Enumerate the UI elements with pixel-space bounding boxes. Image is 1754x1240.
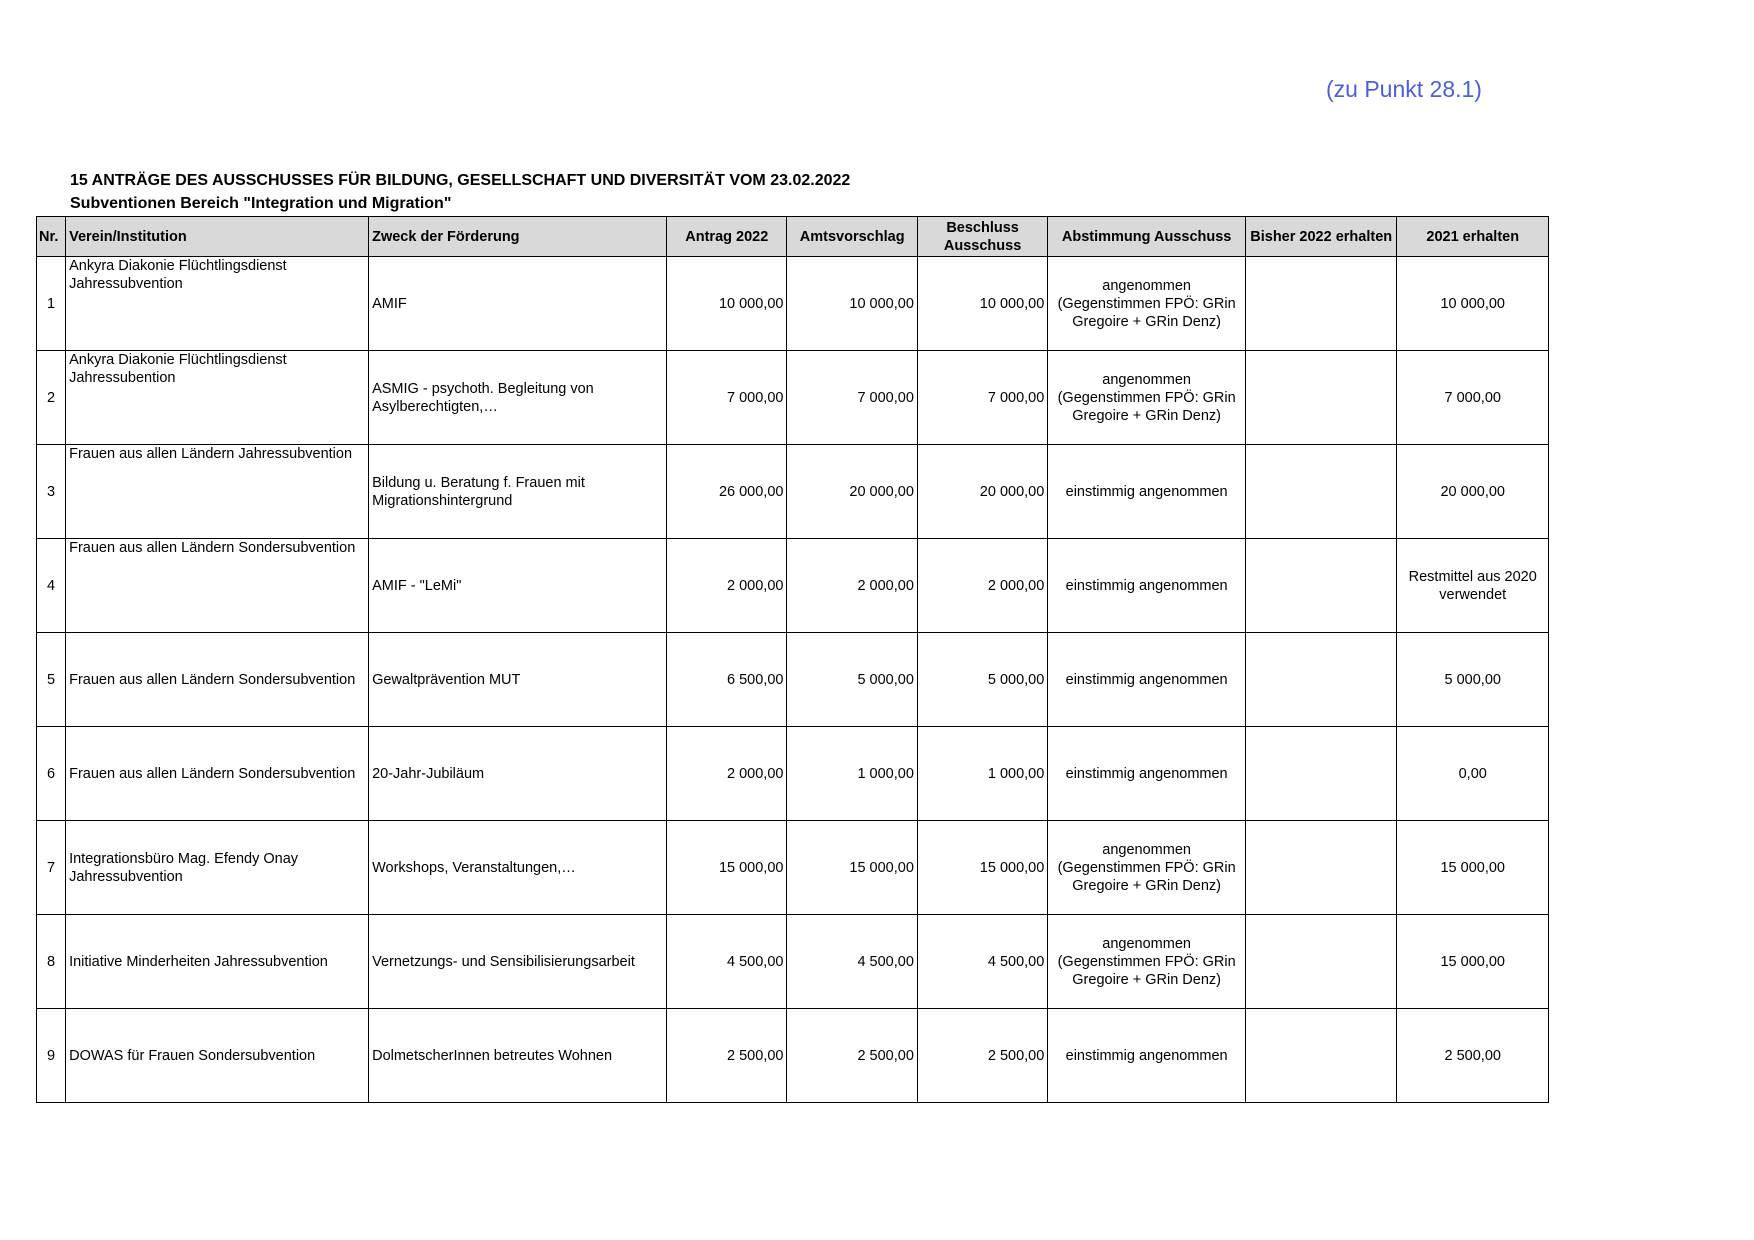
cell-nr: 7: [37, 821, 66, 915]
cell-received-2021: 15 000,00: [1397, 915, 1549, 1009]
cell-proposal: 1 000,00: [787, 727, 917, 821]
cell-institution: Frauen aus allen Ländern Sondersubvention: [66, 633, 369, 727]
table-row: [37, 821, 1549, 915]
cell-decision: 20 000,00: [917, 445, 1047, 539]
cell-decision: 7 000,00: [917, 351, 1047, 445]
table-row: [37, 727, 1549, 821]
cell-institution: DOWAS für Frauen Sondersubvention: [66, 1009, 369, 1103]
cell-purpose: DolmetscherInnen betreutes Wohnen: [369, 1009, 667, 1103]
cell-institution: Initiative Minderheiten Jahressubvention: [66, 915, 369, 1009]
cell-request: 4 500,00: [667, 915, 787, 1009]
cell-received-2022: [1245, 915, 1397, 1009]
cell-proposal: 15 000,00: [787, 821, 917, 915]
table-row: [37, 351, 1549, 445]
cell-received-2021: 5 000,00: [1397, 633, 1549, 727]
cell-vote: einstimmig angenommen: [1048, 539, 1246, 633]
cell-vote: angenommen (Gegenstimmen FPÖ: GRin Gregoire + GRin Denz): [1048, 821, 1246, 915]
cell-nr: 6: [37, 727, 66, 821]
table-header-row: [37, 217, 1549, 257]
cell-proposal: 7 000,00: [787, 351, 917, 445]
cell-nr: 1: [37, 257, 66, 351]
cell-decision: 10 000,00: [917, 257, 1047, 351]
header-decision: Beschluss Ausschuss: [917, 217, 1047, 257]
cell-vote: angenommen (Gegenstimmen FPÖ: GRin Gregoire + GRin Denz): [1048, 351, 1246, 445]
header-request: Antrag 2022: [667, 217, 787, 257]
cell-institution: Frauen aus allen Ländern Sondersubvention: [66, 727, 369, 821]
header-received-2022: Bisher 2022 erhalten: [1245, 217, 1397, 257]
header-vote: Abstimmung Ausschuss: [1048, 217, 1246, 257]
cell-purpose: Bildung u. Beratung f. Frauen mit Migrationshintergrund: [369, 445, 667, 539]
cell-proposal: 4 500,00: [787, 915, 917, 1009]
cell-institution: Ankyra Diakonie Flüchtlingsdienst Jahressubvention: [66, 257, 369, 351]
cell-received-2022: [1245, 1009, 1397, 1103]
cell-purpose: Gewaltprävention MUT: [369, 633, 667, 727]
cell-proposal: 2 500,00: [787, 1009, 917, 1103]
cell-received-2022: [1245, 257, 1397, 351]
document-title: 15 ANTRÄGE DES AUSSCHUSSES FÜR BILDUNG, GESELLSCHAFT UND DIVERSITÄT VOM 23.02.2022: [70, 172, 851, 189]
cell-proposal: 2 000,00: [787, 539, 917, 633]
cell-decision: 15 000,00: [917, 821, 1047, 915]
cell-vote: einstimmig angenommen: [1048, 633, 1246, 727]
cell-received-2021: Restmittel aus 2020 verwendet: [1397, 539, 1549, 633]
cell-purpose: AMIF - "LeMi": [369, 539, 667, 633]
cell-decision: 2 500,00: [917, 1009, 1047, 1103]
cell-proposal: 5 000,00: [787, 633, 917, 727]
header-institution: Verein/Institution: [66, 217, 369, 257]
cell-received-2021: 2 500,00: [1397, 1009, 1549, 1103]
cell-vote: angenommen (Gegenstimmen FPÖ: GRin Gregoire + GRin Denz): [1048, 257, 1246, 351]
cell-request: 2 000,00: [667, 539, 787, 633]
cell-purpose: ASMIG - psychoth. Begleitung von Asylberechtigten,…: [369, 351, 667, 445]
table-row: [37, 445, 1549, 539]
cell-received-2021: 15 000,00: [1397, 821, 1549, 915]
reference-note: (zu Punkt 28.1): [1326, 76, 1482, 102]
cell-decision: 1 000,00: [917, 727, 1047, 821]
cell-purpose: Vernetzungs- und Sensibilisierungsarbeit: [369, 915, 667, 1009]
cell-received-2021: 10 000,00: [1397, 257, 1549, 351]
cell-nr: 8: [37, 915, 66, 1009]
cell-purpose: Workshops, Veranstaltungen,…: [369, 821, 667, 915]
cell-purpose: 20-Jahr-Jubiläum: [369, 727, 667, 821]
cell-decision: 2 000,00: [917, 539, 1047, 633]
cell-received-2022: [1245, 539, 1397, 633]
cell-nr: 3: [37, 445, 66, 539]
cell-received-2021: 20 000,00: [1397, 445, 1549, 539]
cell-nr: 2: [37, 351, 66, 445]
cell-vote: angenommen (Gegenstimmen FPÖ: GRin Gregoire + GRin Denz): [1048, 915, 1246, 1009]
subsidy-table: [36, 216, 1549, 1103]
cell-received-2022: [1245, 445, 1397, 539]
cell-decision: 4 500,00: [917, 915, 1047, 1009]
cell-received-2022: [1245, 351, 1397, 445]
table-row: [37, 915, 1549, 1009]
cell-nr: 9: [37, 1009, 66, 1103]
cell-request: 2 500,00: [667, 1009, 787, 1103]
cell-request: 2 000,00: [667, 727, 787, 821]
cell-received-2021: 0,00: [1397, 727, 1549, 821]
cell-vote: einstimmig angenommen: [1048, 727, 1246, 821]
cell-received-2022: [1245, 633, 1397, 727]
cell-nr: 4: [37, 539, 66, 633]
cell-vote: einstimmig angenommen: [1048, 1009, 1246, 1103]
table-row: [37, 257, 1549, 351]
cell-proposal: 10 000,00: [787, 257, 917, 351]
cell-received-2022: [1245, 821, 1397, 915]
cell-purpose: AMIF: [369, 257, 667, 351]
cell-request: 7 000,00: [667, 351, 787, 445]
cell-decision: 5 000,00: [917, 633, 1047, 727]
table-row: [37, 633, 1549, 727]
cell-vote: einstimmig angenommen: [1048, 445, 1246, 539]
header-nr: Nr.: [37, 217, 66, 257]
cell-institution: Integrationsbüro Mag. Efendy Onay Jahressubvention: [66, 821, 369, 915]
header-purpose: Zweck der Förderung: [369, 217, 667, 257]
cell-institution: Frauen aus allen Ländern Jahressubvention: [66, 445, 369, 539]
cell-request: 26 000,00: [667, 445, 787, 539]
header-proposal: Amtsvorschlag: [787, 217, 917, 257]
cell-received-2022: [1245, 727, 1397, 821]
document-subtitle: Subventionen Bereich "Integration und Migration": [70, 195, 452, 212]
table-row: [37, 1009, 1549, 1103]
cell-received-2021: 7 000,00: [1397, 351, 1549, 445]
cell-request: 15 000,00: [667, 821, 787, 915]
cell-institution: Frauen aus allen Ländern Sondersubvention: [66, 539, 369, 633]
cell-request: 6 500,00: [667, 633, 787, 727]
table-row: [37, 539, 1549, 633]
cell-request: 10 000,00: [667, 257, 787, 351]
cell-institution: Ankyra Diakonie Flüchtlingsdienst Jahressubention: [66, 351, 369, 445]
header-received-2021: 2021 erhalten: [1397, 217, 1549, 257]
cell-proposal: 20 000,00: [787, 445, 917, 539]
cell-nr: 5: [37, 633, 66, 727]
